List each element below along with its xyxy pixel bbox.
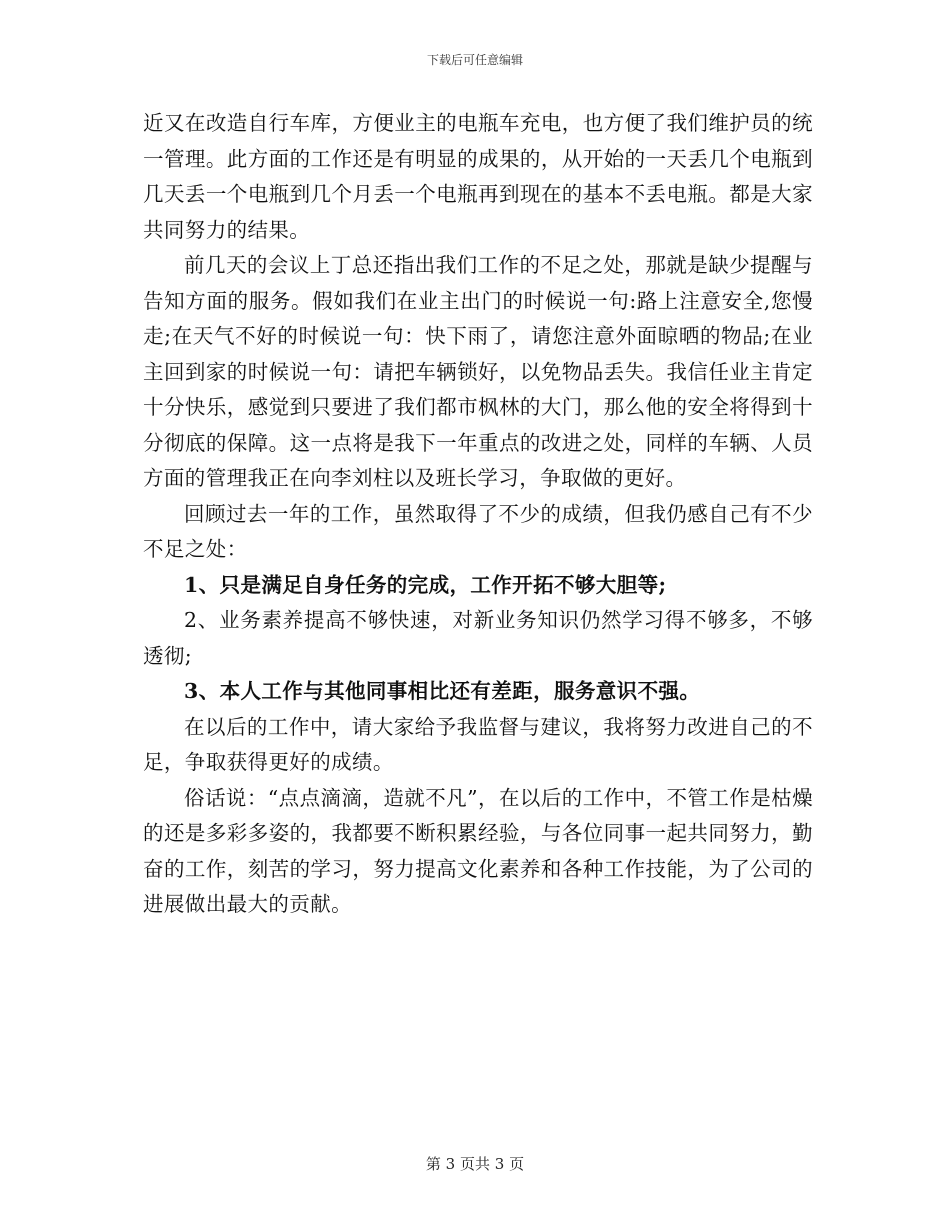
document-body — [143, 106, 813, 923]
paragraph-2: 前几天的会议上丁总还指出我们工作的不足之处，那就是缺少提醒与告知方面的服务。假如我们在业主出门的时候说一句:路上注意安全,您慢走;在天气不好的时候说一句：快下雨了，请您注意外面晾晒的物品;在业主回到家的时候说一句：请把车辆锁好，以免物品丢失。我信任业主肯定十分快乐，感觉到只要进了我们都市枫林的大门，那么他的安全将得到十分彻底的保障。这一点将是我下一年重点的改进之处，同样的车辆、人员方面的管理我正在向李刘柱以及班长学习，争取做的更好。 — [143, 253, 813, 490]
page-header: 下载后可任意编辑 — [426, 53, 523, 67]
paragraph-5: 俗话说：“点点滴滴，造就不凡”，在以后的工作中，不管工作是枯燥的还是多彩多姿的，我都要不断积累经验，与各位同事一起共同努力，勤奋的工作，刻苦的学习，努力提高文化素养和各种工作技能，为了公司的进展做出最大的贡献。 — [143, 785, 813, 916]
list-item-3: 3、本人工作与其他同事相比还有差距，服务意识不强。 — [184, 679, 701, 703]
list-item-1: 1、只是满足自身任务的完成，工作开拓不够大胆等; — [184, 572, 667, 597]
paragraph-1: 近又在改造自行车库，方便业主的电瓶车充电，也方便了我们维护员的统一管理。此方面的工作还是有明显的成果的，从开始的一天丢几个电瓶到几天丢一个电瓶到几个月丢一个电瓶再到现在的基本不丢电瓶。都是大家共同努力的结果。 — [143, 111, 813, 242]
paragraph-3: 回顾过去一年的工作，虽然取得了不少的成绩，但我仍感自己有不少不足之处： — [143, 501, 813, 561]
paragraph-4: 在以后的工作中，请大家给予我监督与建议，我将努力改进自己的不足，争取获得更好的成绩。 — [143, 714, 813, 774]
list-item-2: 2、业务素养提高不够快速，对新业务知识仍然学习得不够多，不够透彻; — [143, 608, 813, 668]
page-footer: 第 3 页共 3 页 — [425, 1155, 525, 1173]
